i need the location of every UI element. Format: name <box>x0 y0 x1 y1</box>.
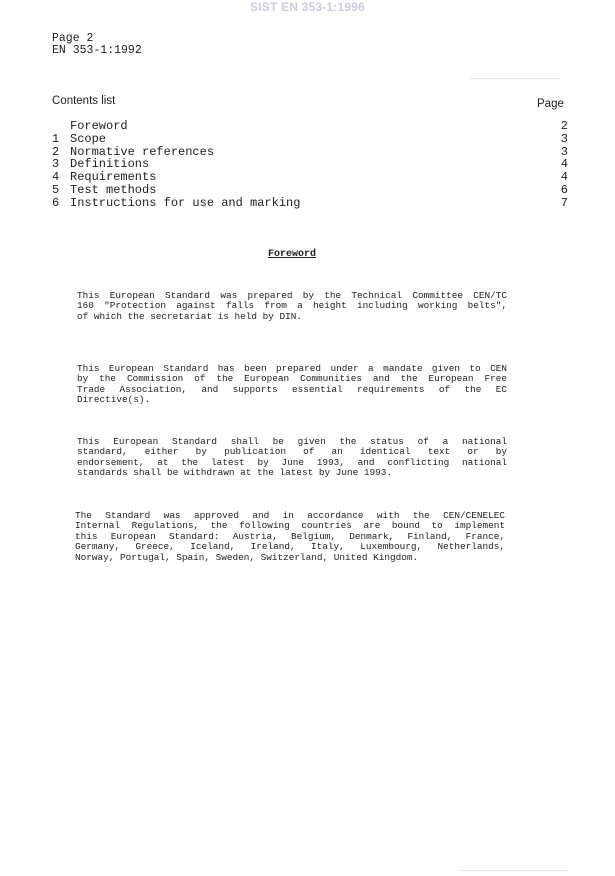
paragraph-line: 160 "Protection against falls from a height including working belts", <box>77 300 507 312</box>
paragraph-line: standard, either by publication of an identical text or by <box>77 446 507 458</box>
toc-number: 6 <box>52 195 60 210</box>
page-number: Page 2 <box>52 32 94 45</box>
toc-page: 6 <box>560 182 568 197</box>
toc-number: 3 <box>52 157 60 172</box>
toc-title: Definitions <box>70 157 150 172</box>
paragraph-line: This European Standard has been prepared under a mandate given to CEN <box>77 363 507 374</box>
contents-title: Contents list <box>52 95 116 107</box>
paragraph-line: standards shall be withdrawn at the latest by June 1993. <box>77 467 393 479</box>
paragraph-line: this European Standard: Austria, Belgium, Denmark, Finland, France, <box>75 530 505 542</box>
paragraph-line: by the Commission of the European Communities and the European Free <box>77 373 507 385</box>
toc-page: 3 <box>560 131 568 146</box>
toc-title: Requirements <box>70 170 157 185</box>
toc-title: Scope <box>70 131 107 146</box>
paragraph-line: endorsement, at the latest by June 1993, and conflicting national <box>77 456 507 468</box>
paragraph-line: This European Standard was prepared by the Technical Committee CEN/TC <box>77 290 507 301</box>
foreword-paragraph <box>77 291 507 322</box>
toc-page: 2 <box>560 119 568 133</box>
toc-title: Instructions for use and marking <box>70 195 301 210</box>
paragraph-line: Directive(s). <box>77 394 151 406</box>
paragraph-line: of which the secretariat is held by DIN. <box>77 310 303 322</box>
toc-row <box>52 197 567 210</box>
foreword-heading: Foreword <box>268 249 317 260</box>
paragraph-line: Germany, Greece, Iceland, Ireland, Italy, Luxembourg, Netherlands, <box>75 541 505 553</box>
toc-row <box>52 133 567 146</box>
toc-row <box>52 184 567 197</box>
document-id: EN 353-1:1992 <box>52 44 142 57</box>
toc-page: 4 <box>560 157 568 172</box>
toc-page: 7 <box>560 195 568 210</box>
toc-page: 3 <box>560 144 568 159</box>
toc-title: Normative references <box>70 144 215 159</box>
toc-number: 5 <box>52 182 60 197</box>
foreword-paragraph <box>75 511 505 563</box>
paragraph-line: Internal Regulations, the following countries are bound to implement <box>75 520 505 532</box>
scan-speck <box>458 870 568 871</box>
toc-number: 4 <box>52 170 60 185</box>
paragraph-line: The Standard was approved and in accordance with the CEN/CENELEC <box>75 510 505 521</box>
contents-page-column-label: Page <box>537 98 564 110</box>
paragraph-line: Trade Association, and supports essential requirements of the EC <box>77 383 507 395</box>
page-header <box>52 33 142 57</box>
paragraph-line: Norway, Portugal, Spain, Sweden, Switzerland, United Kingdom. <box>75 551 419 563</box>
foreword-paragraph <box>77 364 507 406</box>
toc-number: 1 <box>52 131 60 146</box>
foreword-paragraph <box>77 437 507 479</box>
toc-title: Test methods <box>70 182 157 197</box>
toc-title: Foreword <box>70 119 128 133</box>
toc-number: 2 <box>52 144 60 159</box>
toc-row <box>52 120 567 133</box>
scan-speck <box>470 78 560 79</box>
paragraph-line: This European Standard shall be given the status of a national <box>77 436 507 447</box>
toc-page: 4 <box>560 170 568 185</box>
table-of-contents <box>52 120 567 210</box>
watermark: SIST EN 353-1:1996 <box>250 0 365 14</box>
